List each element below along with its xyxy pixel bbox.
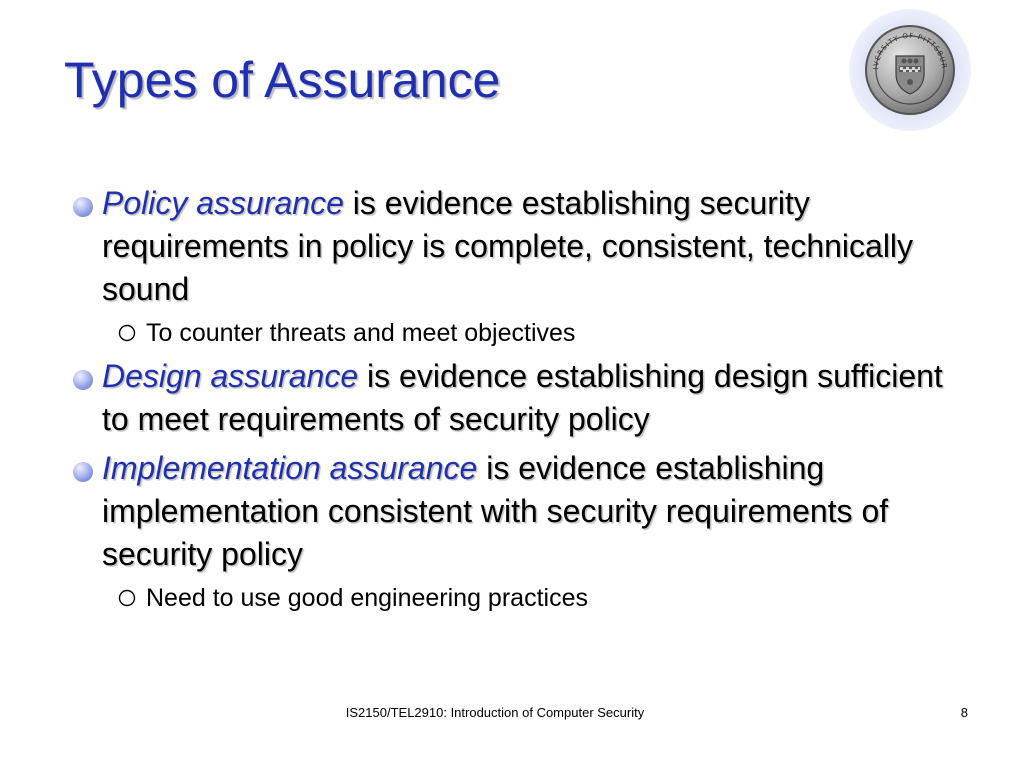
bullet-icon — [72, 461, 94, 483]
university-seal-icon — [848, 8, 972, 132]
hollow-bullet-icon — [118, 324, 136, 342]
term: Implementation assurance — [102, 450, 478, 486]
definition: is evidence establishing security requirements in policy is complete, consistent, technically sound — [102, 185, 914, 307]
definition: is evidence establishing implementation consistent with security requirements of security policy — [102, 450, 889, 572]
definition: is evidence establishing design sufficient to meet requirements of security policy — [102, 358, 943, 437]
bullet-list — [62, 182, 962, 620]
hollow-bullet-icon — [118, 589, 136, 607]
sub-list-item: Need to use good engineering practices — [62, 580, 962, 616]
list-item — [62, 182, 962, 311]
sub-list-item: To counter threats and meet objectives — [62, 315, 962, 351]
svg-text:UNIVERSITY OF PITTSBURGH: IVERSITY OF PITTSBUR — [871, 31, 949, 70]
slide-title: Types of Assurance — [64, 52, 501, 108]
list-item — [62, 447, 962, 576]
course-name: IS2150/TEL2910: Introduction of Computer Security — [345, 705, 645, 720]
page-number: 8 — [960, 705, 968, 720]
term: Design assurance — [102, 358, 359, 394]
bullet-icon — [72, 196, 94, 218]
term: Policy assurance — [102, 185, 344, 221]
list-item — [62, 355, 962, 441]
bullet-icon — [72, 369, 94, 391]
